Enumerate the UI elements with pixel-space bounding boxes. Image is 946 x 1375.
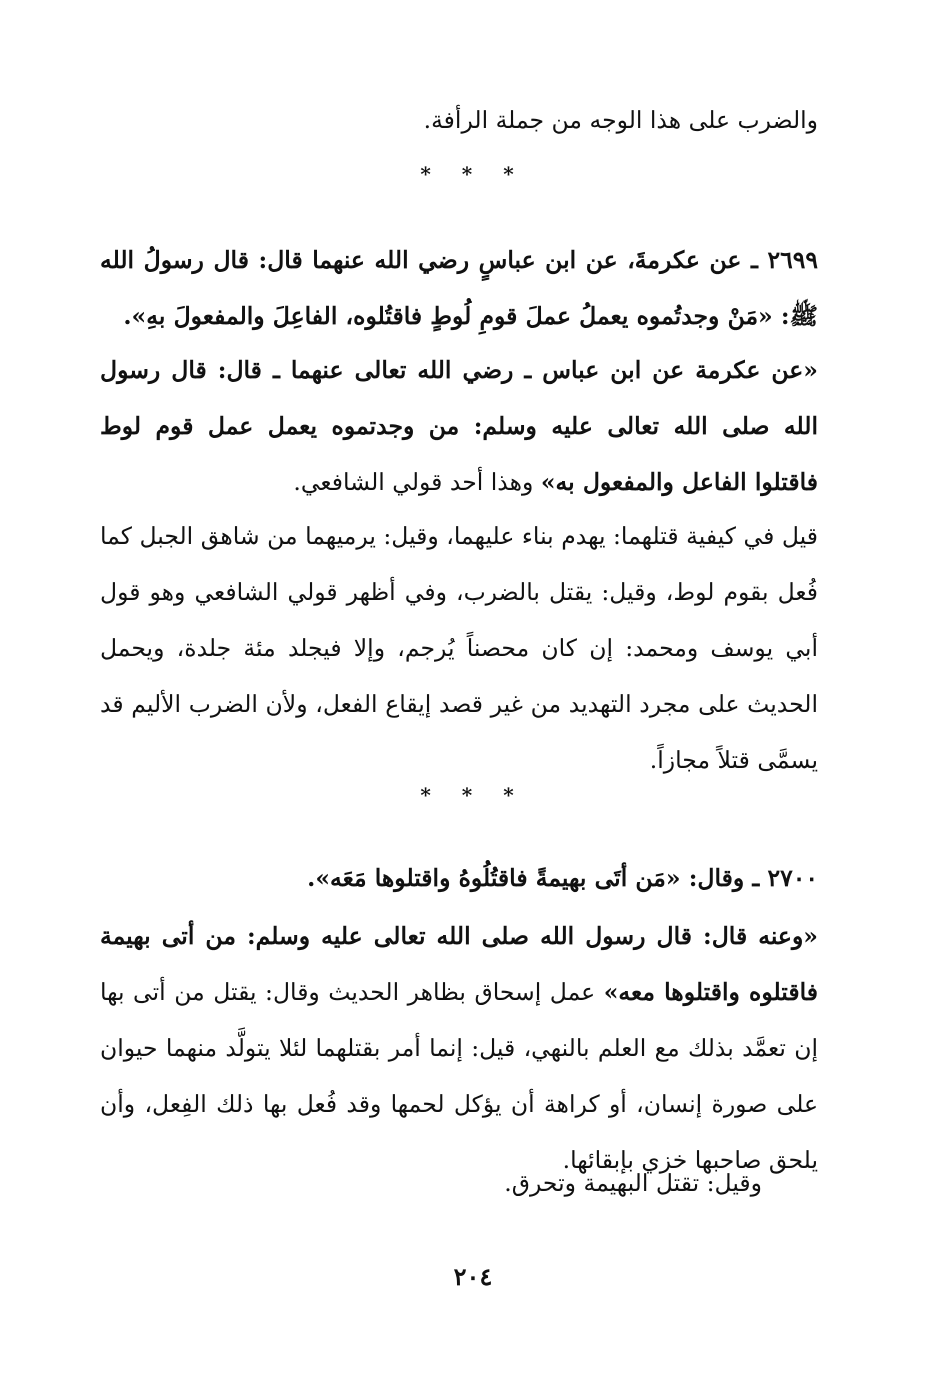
paragraph-killing-methods-text: قيل في كيفية قتلهما: يهدم بناء عليهما، وقيل: يرميهما من شاهق الجبل كما فُعل بقوم لوط، وقيل: يقتل بالضرب، وفي أظهر قولي الشافعي وهو قول أبي يوسف ومحمد: إن كان محصناً يُرجم، وإلا فيجلد مئة جلدة، ويحمل الحديث على مجرد التهديد من غير قصد إيقاع الفعل، ولأن الضرب الأليم قد يسمَّى قتلاً مجازاً. (100, 522, 818, 774)
opening-line-text: والضرب على هذا الوجه من جملة الرأفة. (423, 106, 818, 134)
hadith-2700-text: ٢٧٠٠ ـ وقال: «مَن أتَى بهيمةً فاقتُلُوهُ واقتلوها مَعَه». (307, 864, 818, 892)
commentary-2700-remark: عمل إسحاق بظاهر الحديث وقال: يقتل من أتى بها إن تعمَّد بذلك مع العلم بالنهي، قيل: إنما أمر بقتلهما لئلا يتولَّد منهما حيوان على صورة إنسان، أو كراهة أن يؤكل لحمها وقد فُعل بها ذلك الفِعل، وأن يلحق صاحبها خزي بإبقائها. (100, 978, 818, 1174)
commentary-2699-remark: وهذا أحد قولي الشافعي. (293, 468, 541, 496)
commentary-2700 (100, 908, 818, 1188)
section-separator: * * * (420, 162, 526, 186)
hadith-2699 (100, 232, 818, 344)
commentary-2699 (100, 342, 818, 510)
section-separator: * * * (420, 783, 526, 807)
closing-line (100, 1155, 818, 1211)
opening-line (100, 92, 818, 148)
hadith-2699-text: ٢٦٩٩ ـ عن عكرمةَ، عن ابن عباسٍ رضي الله عنهما قال: قال رسولُ الله ﷺ: «مَنْ وجدتُموه يعملُ عملَ قومِ لُوطٍ فاقتُلوه، الفاعِلَ والمفعولَ بهِ». (100, 246, 818, 330)
hadith-2700 (100, 850, 818, 906)
page-number: ٢٠٤ (453, 1262, 493, 1291)
commentary-2699-quote: «عن عكرمة عن ابن عباس ـ رضي الله تعالى عنهما ـ قال: قال رسول الله صلى الله تعالى عليه وسلم: من وجدتموه يعمل عمل قوم لوط فاقتلوا الفاعل والمفعول به» (100, 356, 818, 496)
paragraph-killing-methods (100, 508, 818, 788)
closing-line-text: وقيل: تقتل البهيمة وتحرق. (504, 1169, 762, 1197)
commentary-2700-quote: «وعنه قال: قال رسول الله صلى الله تعالى عليه وسلم: من أتى بهيمة فاقتلوه واقتلوها معه» (100, 922, 818, 1006)
